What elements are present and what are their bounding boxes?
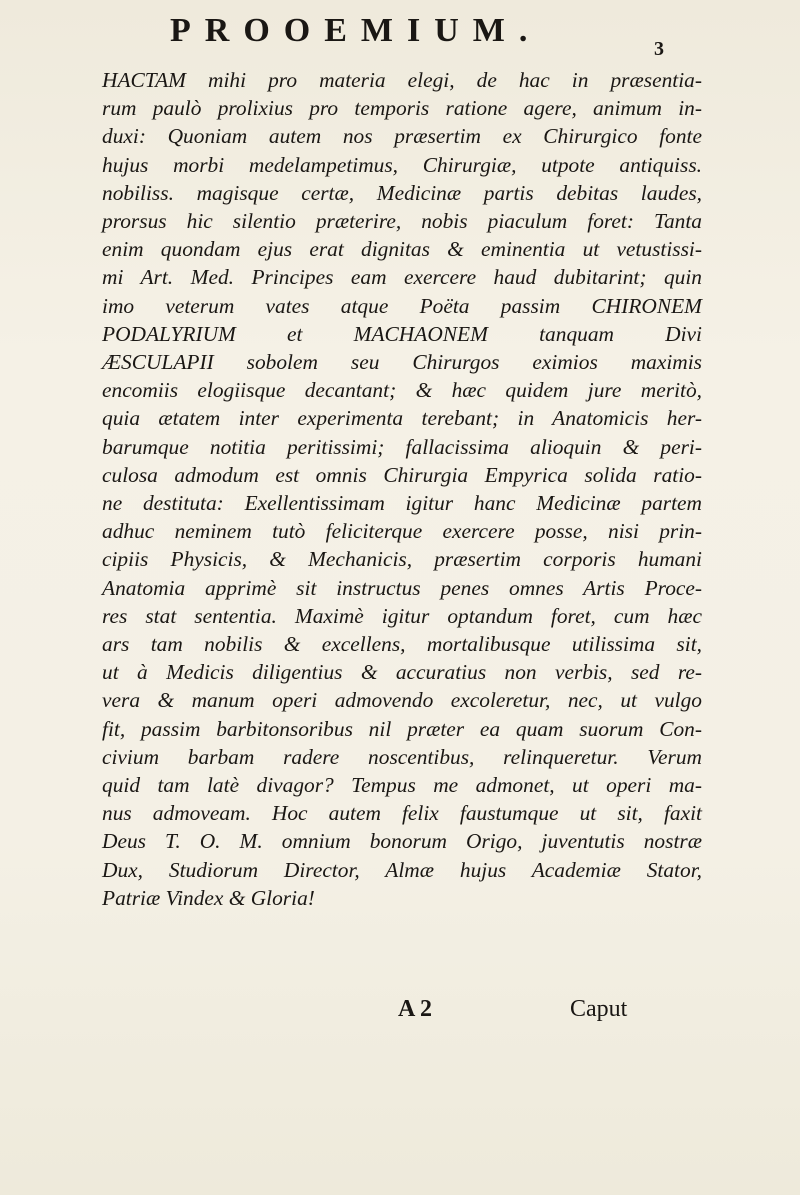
page-number: 3 bbox=[654, 38, 664, 60]
text-line: culosa admodum est omnis Chirurgia Empyrica solida ratio- bbox=[102, 462, 702, 487]
text-line: imo veterum vates atque Poëta passim CHIRONEM bbox=[102, 293, 702, 318]
text-line: hujus morbi medelampetimus, Chirurgiæ, utpote antiquiss. bbox=[102, 152, 702, 177]
text-line: ÆSCULAPII sobolem seu Chirurgos eximios maximis bbox=[102, 350, 702, 375]
text-line: barumque notitia peritissimi; fallacissima alioquin & peri- bbox=[102, 434, 702, 459]
text-line: Patriæ Vindex & Gloria! bbox=[102, 885, 315, 910]
text-line: res stat sententia. Maximè igitur optandum foret, cum hæc bbox=[102, 603, 702, 628]
text-line: quid tam latè divagor? Tempus me admonet, ut operi ma- bbox=[102, 773, 702, 798]
text-line: PODALYRIUM et MACHAONEM tanquam Divi bbox=[102, 321, 702, 346]
text-line: Dux, Studiorum Director, Almæ hujus Academiæ Stator, bbox=[102, 857, 702, 882]
text-line: HACTAM mihi pro materia elegi, de hac in præsentia- bbox=[102, 68, 702, 92]
text-line: cipiis Physicis, & Mechanicis, præsertim corporis humani bbox=[102, 547, 702, 572]
text-line: fit, passim barbitonsoribus nil præter ea quam suorum Con- bbox=[102, 716, 702, 741]
text-line: nus admoveam. Hoc autem felix faustumque ut sit, faxit bbox=[102, 801, 702, 826]
text-line: quia ætatem inter experimenta terebant; in Anatomicis her- bbox=[102, 406, 702, 431]
text-line: ars tam nobilis & excellens, mortalibusque utilissima sit, bbox=[102, 632, 702, 657]
text-line: Anatomia apprimè sit instructus penes omnes Artis Proce- bbox=[102, 575, 702, 600]
text-line: prorsus hic silentio præterire, nobis piaculum foret: Tanta bbox=[102, 209, 702, 234]
text-line: Deus T. O. M. omnium bonorum Origo, juventutis nostræ bbox=[102, 829, 702, 854]
running-title: PROOEMIUM. bbox=[170, 12, 542, 49]
page-footer bbox=[0, 996, 800, 1036]
text-line: mi Art. Med. Principes eam exercere haud dubitarint; quin bbox=[102, 265, 702, 290]
catchword: Caput bbox=[570, 996, 628, 1022]
text-line: ne destituta: Exellentissimam igitur hanc Medicinæ partem bbox=[102, 491, 702, 516]
body-text bbox=[102, 66, 702, 912]
text-line: duxi: Quoniam autem nos præsertim ex Chirurgico fonte bbox=[102, 124, 702, 149]
text-line: nobiliss. magisque certæ, Medicinæ partis debitas laudes, bbox=[102, 180, 702, 205]
text-line: rum paulò prolixius pro temporis ratione agere, animum in- bbox=[102, 96, 702, 121]
text-line: enim quondam ejus erat dignitas & eminentia ut vetustissi- bbox=[102, 237, 702, 262]
text-line: civium barbam radere noscentibus, relinqueretur. Verum bbox=[102, 744, 702, 769]
signature-mark: A 2 bbox=[398, 996, 433, 1022]
text-line: ut à Medicis diligentius & accuratius non verbis, sed re- bbox=[102, 660, 702, 685]
text-line: encomiis elogiisque decantant; & hæc quidem jure meritò, bbox=[102, 378, 702, 403]
page-header bbox=[0, 12, 800, 62]
text-line: adhuc neminem tutò feliciterque exercere posse, nisi prin- bbox=[102, 519, 702, 544]
text-line: vera & manum operi admovendo excoleretur, nec, ut vulgo bbox=[102, 688, 702, 713]
